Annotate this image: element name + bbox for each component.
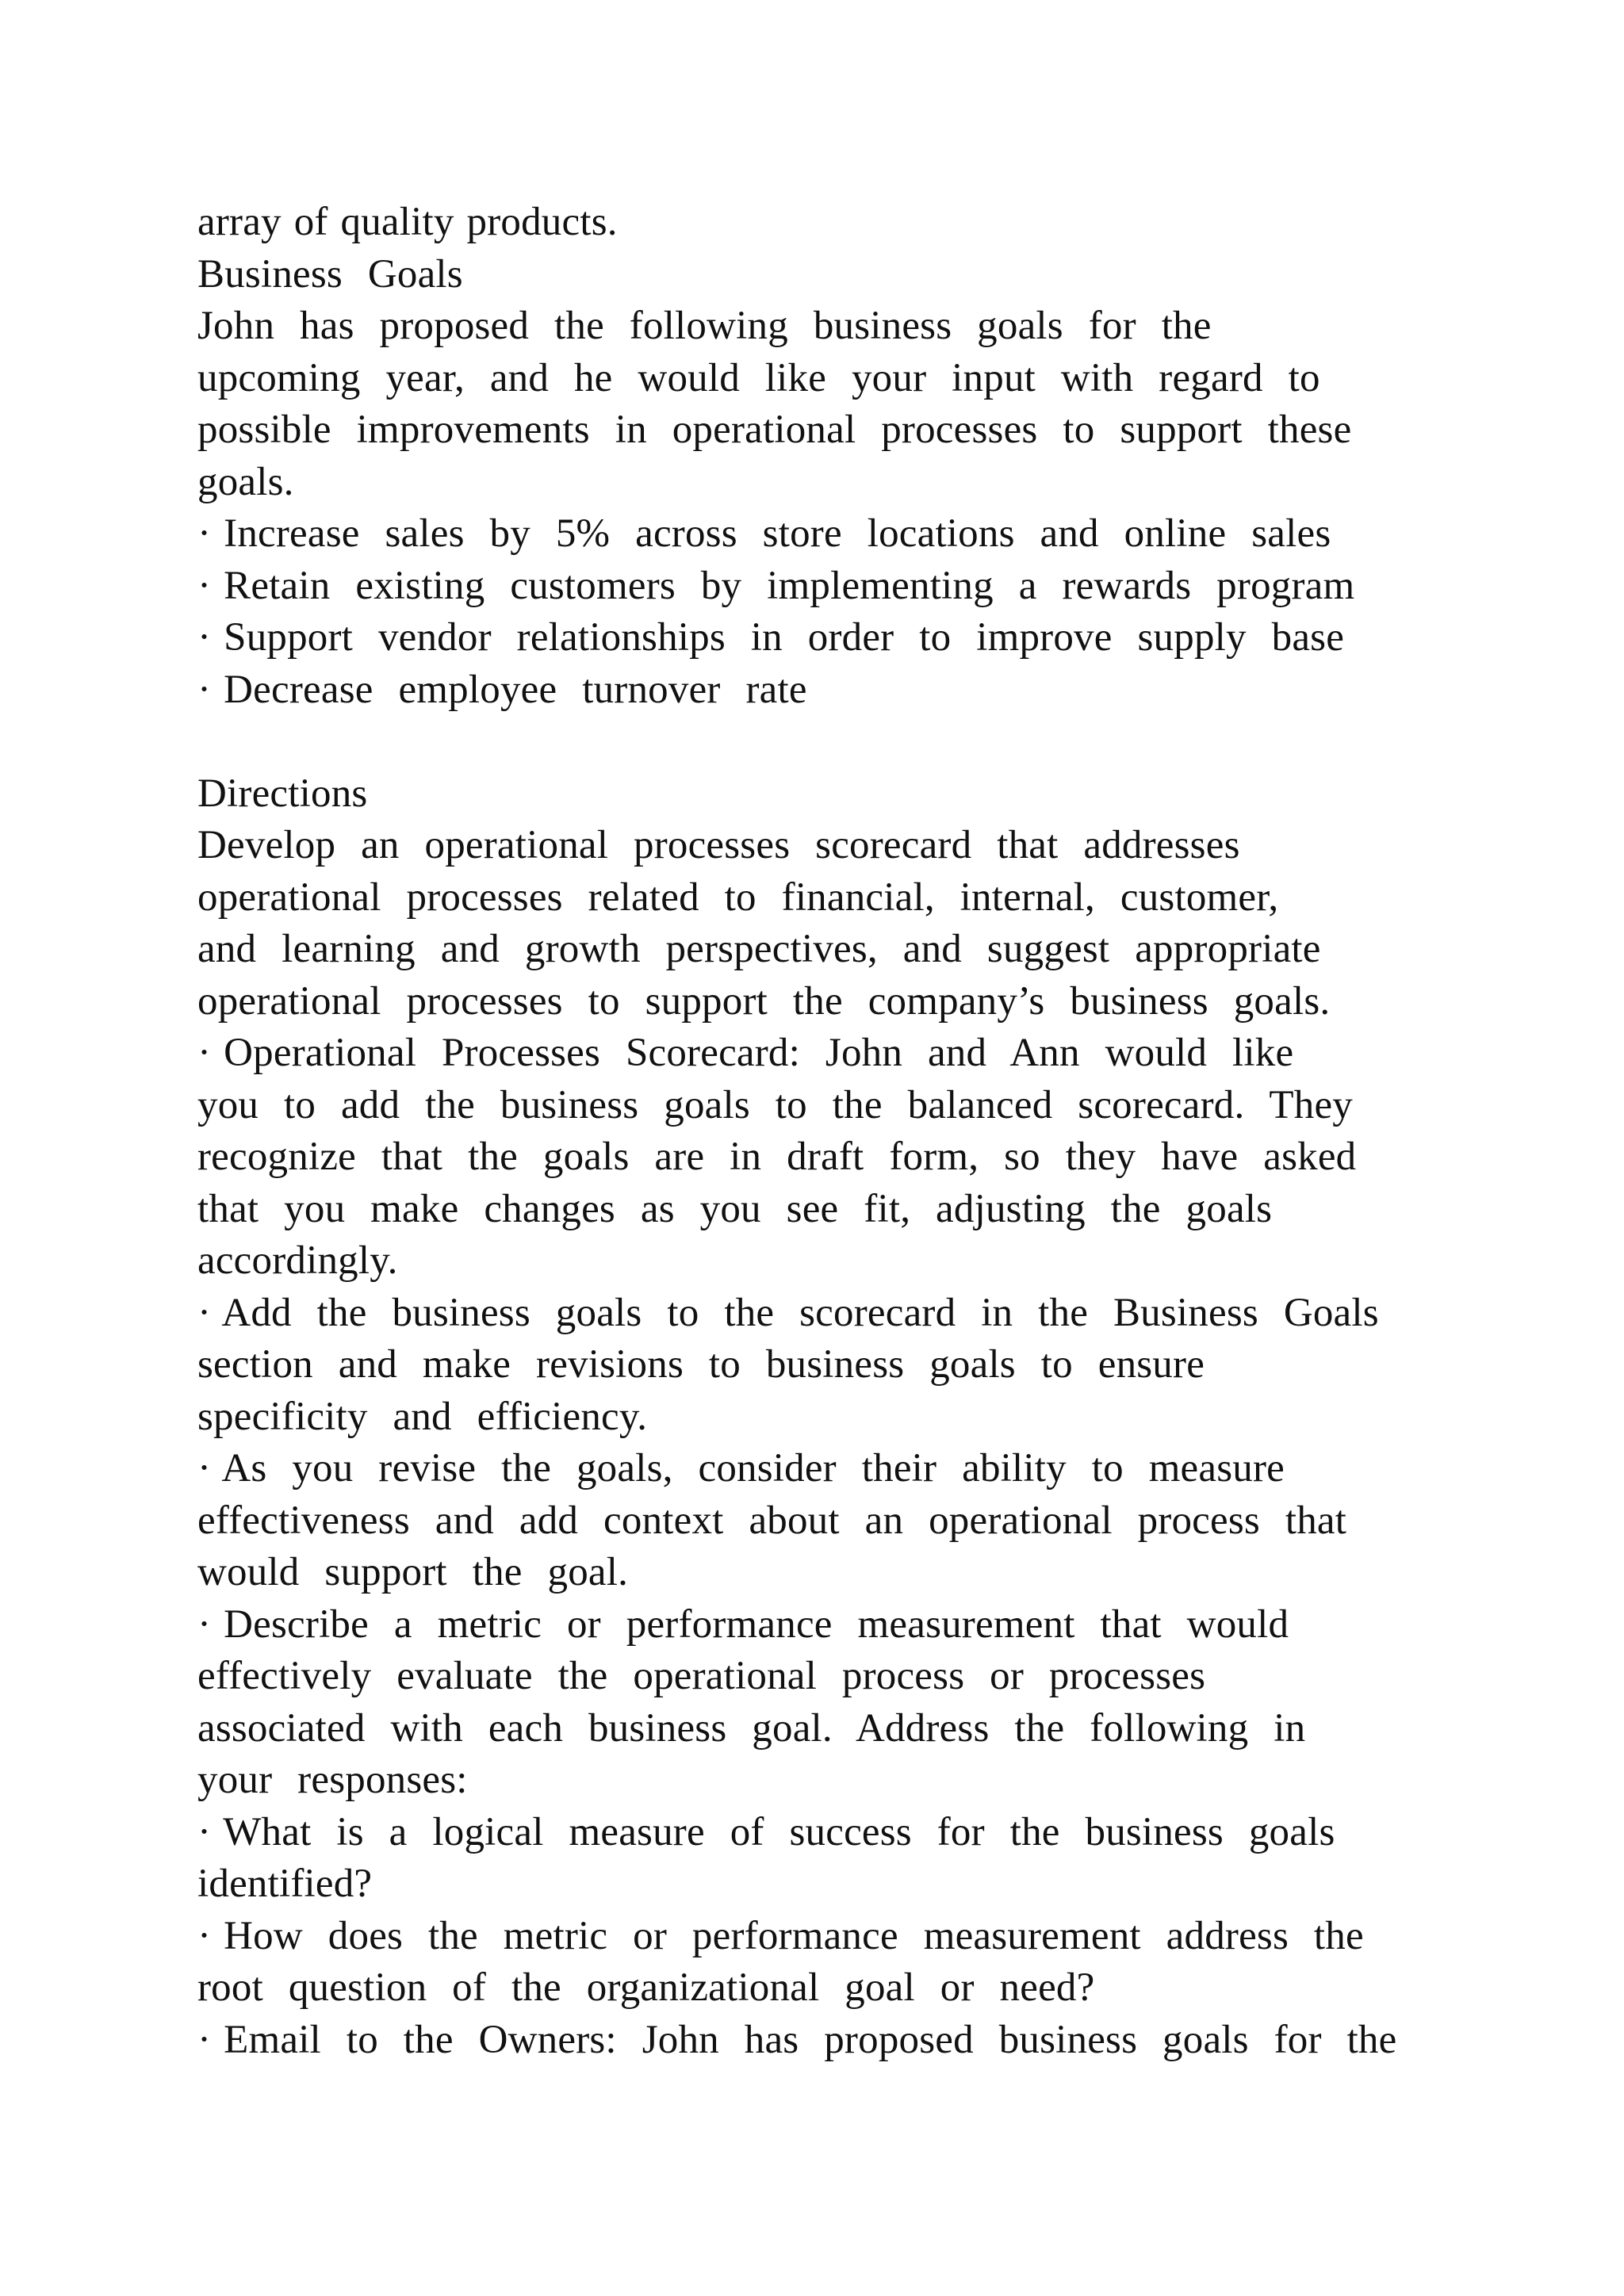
text-line: that you make changes as you see fit, adjusting the goals — [197, 1186, 1273, 1231]
text-line: associated with each business goal. Address the following in — [197, 1705, 1306, 1751]
bullet-item: · Decrease employee turnover rate — [197, 667, 807, 712]
text-line: section and make revisions to business goals to ensure — [197, 1342, 1205, 1387]
bullet-item: · Increase sales by 5% across store locations and online sales — [197, 511, 1331, 556]
bullet-item: · Retain existing customers by implementing a rewards program — [197, 563, 1355, 608]
text-line: recognize that the goals are in draft form, so they have asked — [197, 1135, 1357, 1179]
section-heading-business-goals: Business Goals — [197, 251, 463, 297]
text-line: possible improvements in operational processes to support these — [197, 408, 1352, 452]
text-line: John has proposed the following business goals for the — [197, 304, 1212, 348]
text-line: upcoming year, and he would like your input with regard to — [197, 355, 1320, 400]
bullet-item: · Describe a metric or performance measurement that would — [197, 1601, 1289, 1647]
text-line: root question of the organizational goal or need? — [197, 1965, 1095, 2010]
bullet-item: · How does the metric or performance measurement address the — [197, 1913, 1364, 1958]
text-line: your responses: — [197, 1758, 468, 1802]
bullet-item: · Support vendor relationships in order to improve supply base — [197, 615, 1345, 660]
text-line: operational processes related to financial, internal, customer, — [197, 874, 1279, 920]
bullet-item: · As you revise the goals, consider their ability to measure — [197, 1446, 1285, 1490]
text-line: Develop an operational processes scorecard that addresses — [197, 823, 1240, 867]
bullet-item: · What is a logical measure of success for the business goals — [197, 1809, 1335, 1854]
text-line: specificity and efficiency. — [197, 1394, 648, 1439]
text-line: you to add the business goals to the balanced scorecard. They — [197, 1082, 1353, 1127]
bullet-item: · Add the business goals to the scorecard in the Business Goals — [197, 1290, 1379, 1335]
text-line: array of quality products. — [197, 200, 618, 244]
text-line: goals. — [197, 459, 294, 504]
text-line: accordingly. — [197, 1238, 398, 1283]
document-body — [197, 197, 1466, 2066]
section-heading-directions: Directions — [197, 771, 368, 816]
bullet-item: · Email to the Owners: John has proposed business goals for the — [197, 2017, 1397, 2062]
text-line: effectively evaluate the operational process or processes — [197, 1654, 1206, 1698]
blank-line — [197, 716, 1466, 768]
text-line: and learning and growth perspectives, and suggest appropriate — [197, 927, 1321, 971]
text-line: effectiveness and add context about an operational process that — [197, 1498, 1347, 1543]
text-line: would support the goal. — [197, 1550, 629, 1594]
text-line: operational processes to support the company’s business goals. — [197, 978, 1331, 1024]
text-line: identified? — [197, 1862, 373, 1906]
bullet-item: · Operational Processes Scorecard: John and Ann would like — [197, 1031, 1294, 1075]
